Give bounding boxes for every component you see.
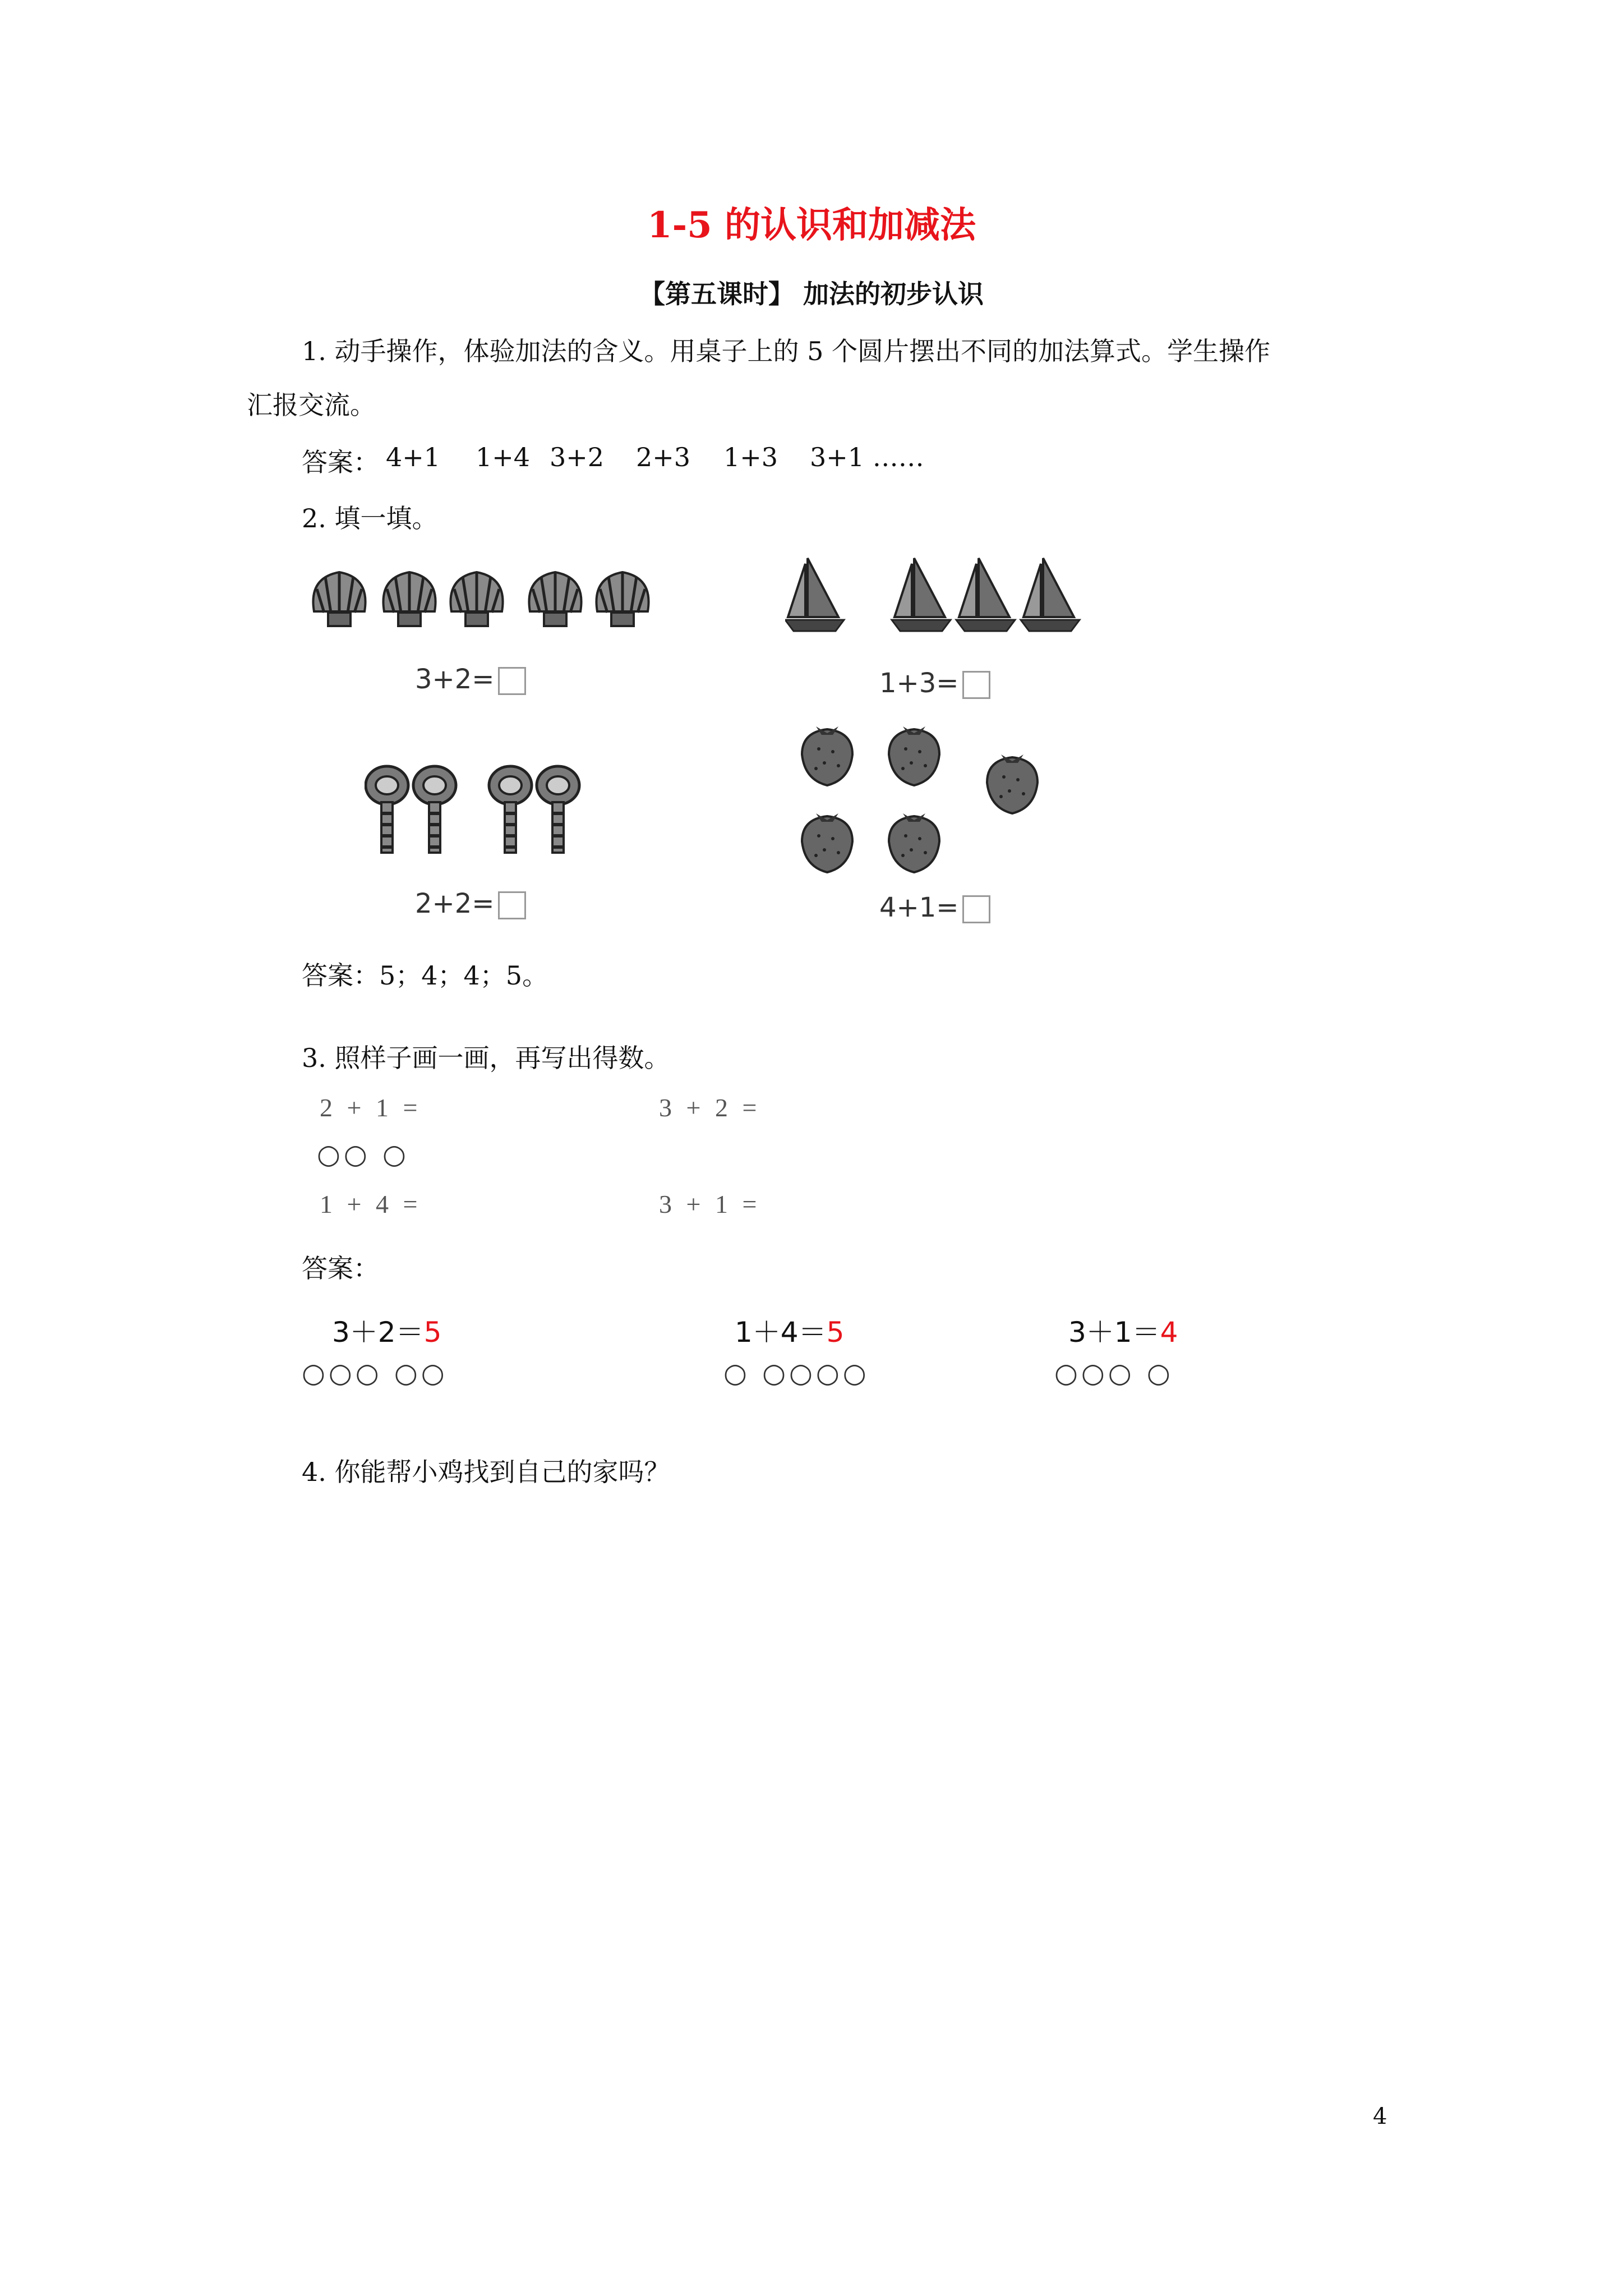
q3-example-2: 3 + 2 =	[659, 1093, 757, 1122]
q3-example-1: 2 + 1 =	[320, 1093, 418, 1122]
q3-answer-3	[1068, 1310, 1178, 1350]
eq-boats	[879, 668, 990, 699]
answer-box[interactable]	[498, 891, 526, 919]
eq-strawberries-text: 4+1=	[879, 892, 959, 923]
q3-example-4: 3 + 1 =	[659, 1190, 757, 1218]
sailboats-picture	[785, 553, 1099, 637]
q1-text-line1: 1. 动手操作，体验加法的含义。用桌子上的 5 个圆片摆出不同的加法算式。学生操作	[302, 336, 1271, 366]
q3-answer-2-value: 5	[826, 1316, 845, 1349]
q3-example-circles: ○○ ○	[317, 1139, 409, 1170]
eq-rattles-text: 2+2=	[415, 888, 495, 919]
q1-answer-4: 2+3	[636, 442, 691, 472]
q3-answer-2-eq: 1＋4＝	[735, 1316, 827, 1349]
eq-strawberries	[879, 892, 990, 923]
q3-answer-1	[332, 1310, 441, 1350]
q3-answer-1-circles: ○○○ ○○	[302, 1358, 448, 1389]
q3-answer-label: 答案：	[302, 1253, 379, 1283]
q3-answer-2	[735, 1310, 844, 1350]
q1-answer-6: 3+1 ……	[810, 442, 924, 472]
page-title: 1-5 的认识和加减法	[647, 204, 976, 246]
q2-answer: 答案：5；4；4；5。	[302, 960, 548, 991]
lesson-subtitle: 【第五课时】 加法的初步认识	[639, 279, 984, 309]
eq-boats-text: 1+3=	[879, 668, 959, 699]
shells-picture	[308, 564, 662, 637]
q3-answer-3-circles: ○○○ ○	[1054, 1358, 1174, 1389]
q3-answer-3-eq: 3＋1＝	[1068, 1316, 1160, 1349]
q1-text-line2: 汇报交流。	[247, 390, 376, 420]
q3-label: 3. 照样子画一画，再写出得数。	[302, 1043, 670, 1073]
answer-box[interactable]	[962, 671, 990, 699]
q1-answer-2: 1+4	[476, 442, 531, 472]
q2-label: 2. 填一填。	[302, 503, 438, 533]
q1-answer-label: 答案：	[302, 447, 379, 477]
q1-answer-3: 3+2	[550, 442, 605, 472]
q1-answer-1: 4+1	[386, 442, 441, 472]
q4-label: 4. 你能帮小鸡找到自己的家吗？	[302, 1457, 670, 1487]
q3-answer-1-eq: 3＋2＝	[332, 1316, 424, 1349]
q1-answer-5: 1+3	[723, 442, 778, 472]
answer-box[interactable]	[962, 895, 990, 923]
strawberries-picture	[796, 718, 1077, 886]
q3-answer-1-value: 5	[423, 1316, 442, 1349]
rattles-picture	[365, 763, 611, 864]
q3-answer-2-circles: ○ ○○○○	[723, 1358, 870, 1389]
answer-box[interactable]	[498, 667, 526, 695]
eq-shells-text: 3+2=	[415, 664, 495, 695]
page-number: 4	[1373, 2104, 1387, 2129]
eq-shells	[415, 664, 526, 695]
q3-example-3: 1 + 4 =	[320, 1190, 418, 1218]
eq-rattles	[415, 888, 526, 919]
q3-answer-3-value: 4	[1160, 1316, 1178, 1349]
